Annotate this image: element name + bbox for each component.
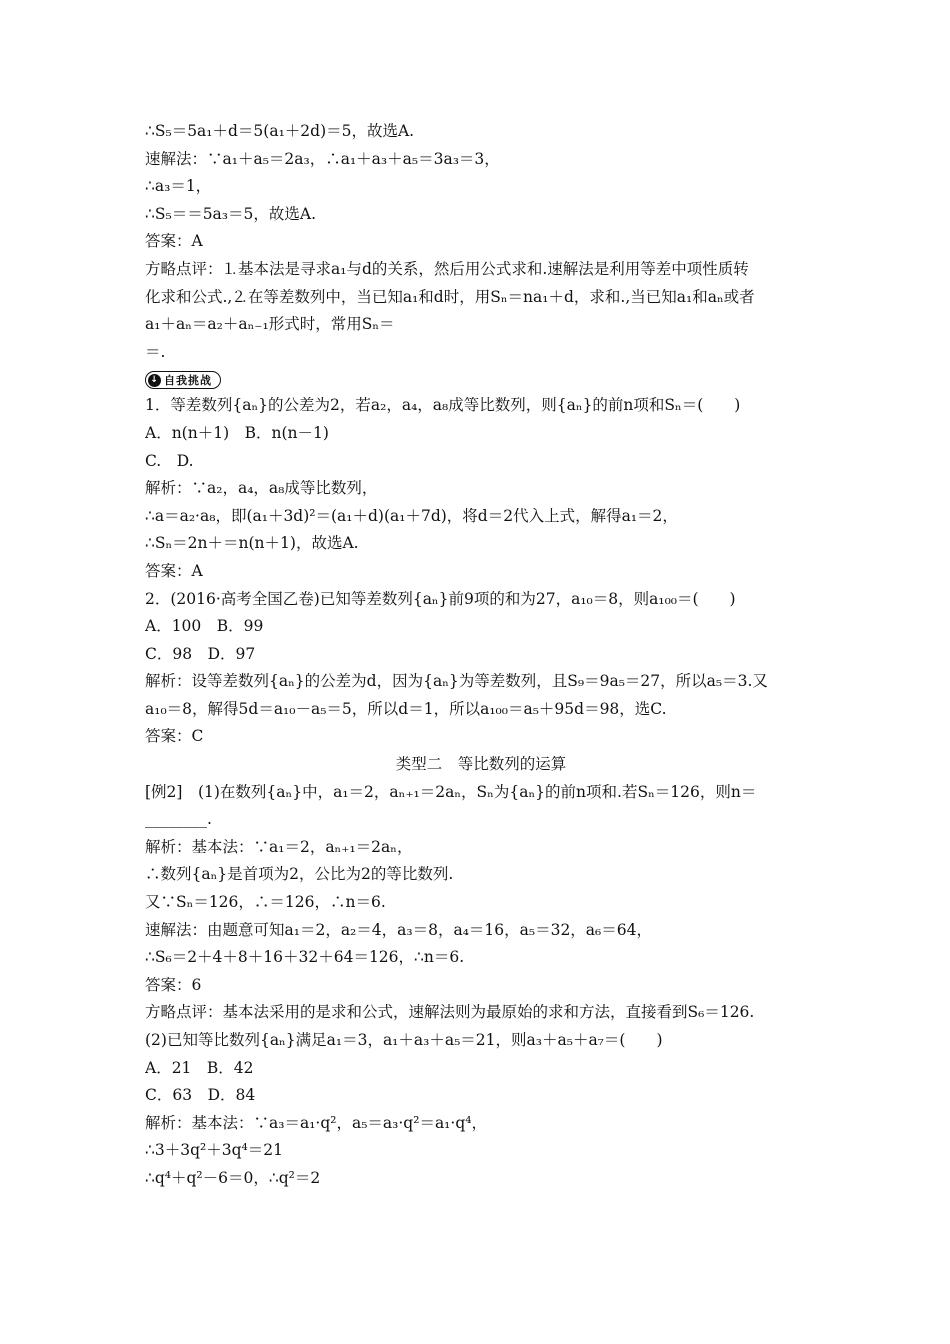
solution-line: 解析：∵a₂，a₄，a₈成等比数列， xyxy=(145,479,378,498)
question-line: 2．(2016·高考全国乙卷)已知等差数列{aₙ}前9项的和为27，a₁₀＝8，则a₁₀₀＝( ) xyxy=(145,589,736,608)
section-title: 类型二 等比数列的运算 xyxy=(395,755,567,774)
option-line: C. D. xyxy=(145,451,194,470)
solution-line: ∴数列{aₙ}是首项为2，公比为2的等比数列. xyxy=(145,865,454,884)
solution-line: ∴S₆＝2＋4＋8＋16＋32＋64＝126，∴n＝6. xyxy=(145,948,465,967)
solution-line: 速解法：由题意可知a₁＝2，a₂＝4，a₃＝8，a₄＝16，a₅＝32，a₆＝64， xyxy=(145,920,652,939)
answer-line: 答案：C xyxy=(145,727,204,746)
solution-line: ∴Sₙ＝2n＋＝n(n＋1)，故选A. xyxy=(145,534,359,553)
comment-line: ＝. xyxy=(145,342,166,361)
answer-line: 答案：A xyxy=(145,561,203,580)
self-challenge-label: 自我挑战 xyxy=(164,374,212,388)
option-line: A．n(n＋1) B．n(n－1) xyxy=(145,423,329,442)
solution-line: 解析：设等差数列{aₙ}的公差为d，因为{aₙ}为等差数列，且S₉＝9a₅＝27，所以a₅＝3.又 xyxy=(145,672,768,691)
question-line: 1．等差数列{aₙ}的公差为2，若a₂，a₄，a₈成等比数列，则{aₙ}的前n项和Sₙ＝( ) xyxy=(145,396,741,415)
comment-line: 方略点评：基本法采用的是求和公式，速解法则为最原始的求和方法，直接看到S₆＝126. xyxy=(145,1003,755,1022)
solution-line: a₁₀＝8，解得5d＝a₁₀－a₅＝5，所以d＝1，所以a₁₀₀＝a₅＋95d＝98，选C. xyxy=(145,699,667,718)
text-line: 速解法：∵a₁＋a₅＝2a₃，∴a₁＋a₃＋a₅＝3a₃＝3， xyxy=(145,149,500,168)
solution-line: 解析：基本法：∵a₁＝2，aₙ₊₁＝2aₙ， xyxy=(145,837,413,856)
solution-line: ∴3＋3q²＋3q⁴＝21 xyxy=(145,1141,283,1160)
option-line: C．63 D．84 xyxy=(145,1086,256,1105)
solution-line: ∴a＝a₂·a₈，即(a₁＋3d)²＝(a₁＋d)(a₁＋7d)，将d＝2代入上式，解得a₁＝2， xyxy=(145,506,678,525)
arrow-down-icon: ↓ xyxy=(148,374,161,387)
self-challenge-header xyxy=(145,366,817,392)
text-line: ∴a₃＝1， xyxy=(145,177,212,196)
option-line: A．100 B．99 xyxy=(145,617,264,636)
comment-line: 方略点评：⒈基本法是寻求a₁与d的关系，然后用公式求和.速解法是利用等差中项性质转 xyxy=(145,259,749,278)
comment-line: 化求和公式.,⒉在等差数列中，当已知a₁和d时，用Sₙ＝na₁＋d，求和.,当已知a₁和aₙ或者 xyxy=(145,287,755,306)
comment-line: a₁＋aₙ＝a₂＋aₙ₋₁形式时，常用Sₙ＝ xyxy=(145,315,395,334)
example-line: [例2] (1)在数列{aₙ}中，a₁＝2，aₙ₊₁＝2aₙ，Sₙ为{aₙ}的前n项和.若Sₙ＝126，则n＝ xyxy=(145,782,757,801)
solution-line: ∴q⁴＋q²－6＝0，∴q²＝2 xyxy=(145,1168,321,1187)
question-line: (2)已知等比数列{aₙ}满足a₁＝3，a₁＋a₃＋a₅＝21，则a₃＋a₅＋a₇＝( ) xyxy=(145,1031,663,1049)
text-line: ∴S₅＝＝5a₃＝5，故选A. xyxy=(145,204,316,223)
option-line: A．21 B．42 xyxy=(145,1058,254,1077)
answer-line: 答案：6 xyxy=(145,975,202,994)
document-body xyxy=(145,118,817,1193)
text-line: ∴S₅＝5a₁＋d＝5(a₁＋2d)＝5，故选A. xyxy=(145,122,415,140)
self-challenge-badge xyxy=(145,371,221,389)
blank-line: ________. xyxy=(145,810,212,829)
solution-line: 解析：基本法：∵a₃＝a₁·q²，a₅＝a₃·q²＝a₁·q⁴， xyxy=(145,1113,487,1132)
option-line: C．98 D．97 xyxy=(145,644,256,663)
solution-line: 又∵Sₙ＝126，∴＝126，∴n＝6. xyxy=(145,893,386,912)
answer-line: 答案：A xyxy=(145,232,203,251)
